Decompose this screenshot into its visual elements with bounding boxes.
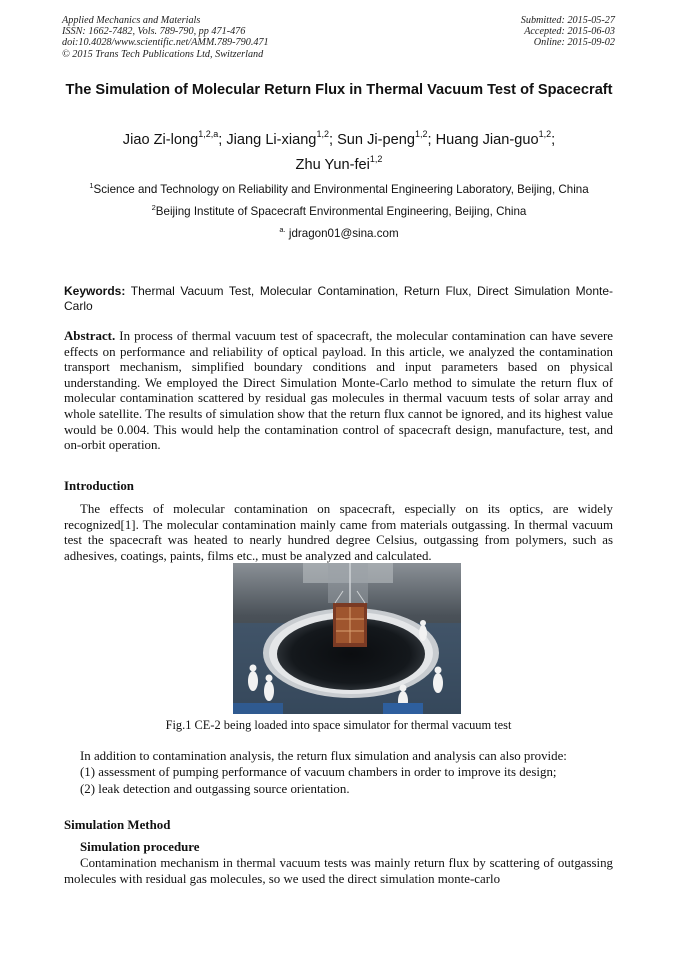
journal-name: Applied Mechanics and Materials — [62, 15, 201, 26]
keywords — [64, 284, 613, 314]
affiliation-text: Beijing Institute of Spacecraft Environmental Engineering, Beijing, China — [155, 205, 527, 218]
figure-photo-spacecraft-in-simulator — [233, 563, 461, 714]
email-marker: a. — [279, 225, 286, 234]
journal-header — [62, 15, 269, 60]
list-intro: In addition to contamination analysis, the return flux simulation and analysis can also provide: — [80, 749, 567, 763]
introduction-paragraph: The effects of molecular contamination on spacecraft, especially on its optics, are widely recognized[1]. The molecular contamination mainly came from materials outgassing. In thermal vacuum test the spacecraft was heated to nearly hundred degree Celsius, outgassing from polymers, such as adhesives, coatings, paints, films etc., must be analyzed and calculated. — [64, 502, 613, 563]
author-affil-sup: 1,2 — [538, 129, 552, 139]
copyright-line: © 2015 Trans Tech Publications Ltd, Switzerland — [62, 48, 264, 60]
simulation-paragraph: Contamination mechanism in thermal vacuum tests was mainly return flux by scattering of outgassing molecules with residual gas molecules, so we used the direct simulation monte-carlo — [64, 856, 613, 886]
author-name: Jiang Li-xiang — [226, 132, 317, 148]
figure-caption: Fig.1 CE-2 being loaded into space simulator for thermal vacuum test — [165, 718, 512, 732]
section-heading-simulation-method: Simulation Method — [64, 818, 171, 832]
author-affil-sup: 1,2 — [414, 129, 428, 139]
subsection-heading-simulation-procedure: Simulation procedure — [80, 840, 200, 854]
section-heading-introduction: Introduction — [64, 479, 134, 493]
capability-list — [80, 748, 613, 797]
abstract-text: In process of thermal vacuum test of spacecraft, the molecular contamination can have severe effects on performance and reliability of optical payload. In this article, we analyzed the contamination transport mechanism, simplified boundary conditions and input parameters based on physical understanding. We employed the Direct Simulation Monte-Carlo method to simulate the return flux of molecular contamination scattered by residual gas molecules in thermal vacuum tests of solar array and whole satellite. The results of simulation show that the return flux cannot be ignored, and its highest value would be 0.004. This would help the contamination control of spacecraft design, manufacture, test, and on-orbit operation. — [64, 329, 613, 453]
affiliation-number: 2 — [151, 203, 156, 212]
author-affil-sup: 1,2,a — [198, 129, 219, 139]
author-name: Jiao Zi-long — [122, 132, 199, 148]
affiliation — [30, 205, 648, 218]
abstract — [64, 329, 613, 454]
email-address[interactable]: jdragon01@sina.com — [288, 227, 399, 240]
online-date: Online: 2015-09-02 — [533, 37, 615, 49]
spacecraft-photo-illustration — [233, 563, 461, 714]
accepted-date: Accepted: 2015-06-03 — [524, 26, 615, 38]
author-affil-sup: 1,2 — [369, 154, 383, 164]
list-item: (1) assessment of pumping performance of vacuum chambers in order to improve its design; — [80, 765, 557, 780]
author-list: Jiao Zi-long$^{1,2,a}$; Jiang Li-xiang$^{1,2}$; Sun Ji-peng$^{1,2}$; Huang Jian-guo$^{1,2}$; Zhu Yun-fei$^{1,2}$ — [122, 129, 556, 173]
affiliation — [30, 183, 648, 196]
author-affil-sup: 1,2 — [316, 129, 329, 139]
issn-line: ISSN: 1662-7482, Vols. 789-790, pp 471-476 — [62, 26, 246, 38]
list-item: (2) leak detection and outgassing source orientation. — [80, 781, 350, 796]
affiliation-text: Science and Technology on Reliability and Environmental Engineering Laboratory, Beijing, China — [93, 183, 589, 196]
author-email — [30, 227, 648, 240]
abstract-label: Abstract. — [64, 329, 116, 343]
author-name: Sun Ji-peng — [337, 132, 415, 148]
keywords-text: Thermal Vacuum Test, Molecular Contamination, Return Flux, Direct Simulation Monte-Carlo — [64, 284, 613, 313]
dates-header — [521, 15, 615, 49]
author-name: Zhu Yun-fei — [295, 157, 370, 173]
doi-line: doi:10.4028/www.scientific.net/AMM.789-790.471 — [62, 37, 269, 49]
submitted-date: Submitted: 2015-05-27 — [520, 15, 615, 26]
paper-title: The Simulation of Molecular Return Flux in Thermal Vacuum Test of Spacecraft — [65, 82, 613, 98]
author-name: Huang Jian-guo — [435, 132, 539, 148]
affiliation-number: 1 — [89, 181, 94, 190]
keywords-label: Keywords: — [64, 284, 126, 298]
